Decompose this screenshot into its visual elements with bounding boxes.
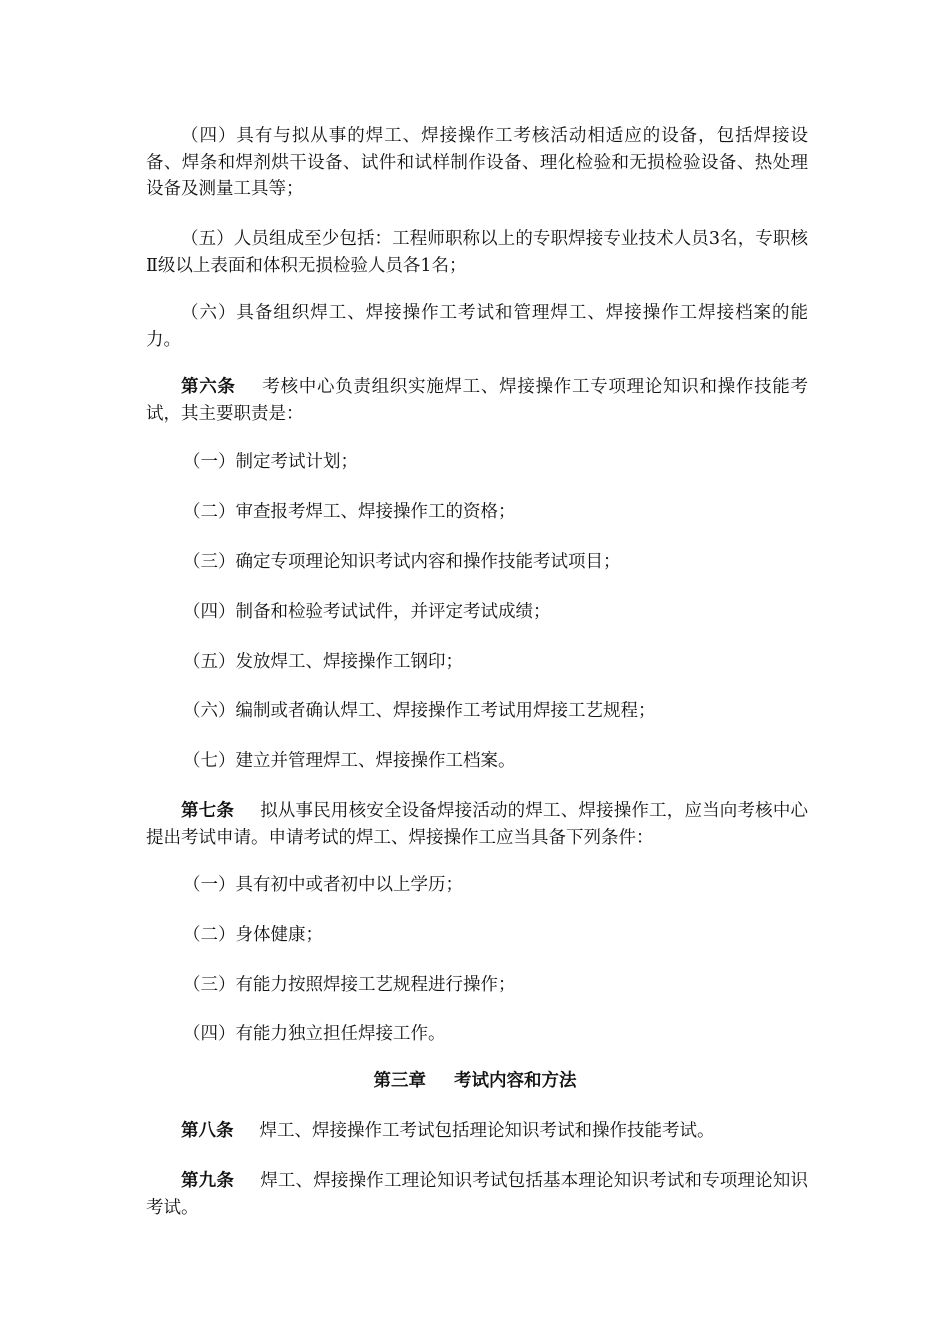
article-6-text: 考核中心负责组织实施焊工、焊接操作工专项理论知识和操作技能考试，其主要职责是： <box>146 377 809 424</box>
article-6-item: （四）制备和检验考试试件，并评定考试成绩； <box>183 602 551 622</box>
chapter-number: 第三章 <box>373 1071 426 1091</box>
article-8 <box>146 1118 808 1145</box>
paragraph-personnel: （五）人员组成至少包括：工程师职称以上的专职焊接专业技术人员3名，专职核Ⅱ级以上表面和体积无损检验人员各1名； <box>146 229 808 276</box>
paragraph-capability: （六）具备组织焊工、焊接操作工考试和管理焊工、焊接操作工焊接档案的能力。 <box>146 303 808 350</box>
chapter-title: 考试内容和方法 <box>454 1071 577 1091</box>
article-6-item: （五）发放焊工、焊接操作工钢印； <box>183 652 463 672</box>
paragraph-equipment: （四）具有与拟从事的焊工、焊接操作工考核活动相适应的设备，包括焊接设备、焊条和焊剂烘干设备、试件和试样制作设备、理化检验和无损检验设备、热处理设备及测量工具等； <box>146 126 808 199</box>
article-6-item: （七）建立并管理焊工、焊接操作工档案。 <box>183 751 516 771</box>
article-9 <box>146 1168 808 1221</box>
article-6-item: （六）编制或者确认焊工、焊接操作工考试用焊接工艺规程； <box>183 701 656 721</box>
article-7-item: （三）有能力按照焊接工艺规程进行操作； <box>183 975 516 995</box>
article-8-text: 焊工、焊接操作工考试包括理论知识考试和操作技能考试。 <box>259 1121 715 1141</box>
article-8-label: 第八条 <box>181 1121 234 1141</box>
article-6-item: （三）确定专项理论知识考试内容和操作技能考试项目； <box>183 552 621 572</box>
article-7-item: （二）身体健康； <box>183 925 323 945</box>
article-7-text: 拟从事民用核安全设备焊接活动的焊工、焊接操作工，应当向考核中心提出考试申请。申请考试的焊工、焊接操作工应当具备下列条件： <box>146 801 808 848</box>
article-7 <box>146 798 808 851</box>
article-9-text: 焊工、焊接操作工理论知识考试包括基本理论知识考试和专项理论知识考试。 <box>146 1171 808 1218</box>
chapter-heading <box>0 1068 950 1094</box>
article-7-label: 第七条 <box>181 801 235 821</box>
article-7-item: （一）具有初中或者初中以上学历； <box>183 875 463 895</box>
article-7-item: （四）有能力独立担任焊接工作。 <box>183 1024 446 1044</box>
article-6-label: 第六条 <box>181 377 236 397</box>
article-6 <box>146 374 808 427</box>
article-9-label: 第九条 <box>181 1171 235 1191</box>
article-6-item: （一）制定考试计划； <box>183 452 358 472</box>
article-6-item: （二）审查报考焊工、焊接操作工的资格； <box>183 502 516 522</box>
